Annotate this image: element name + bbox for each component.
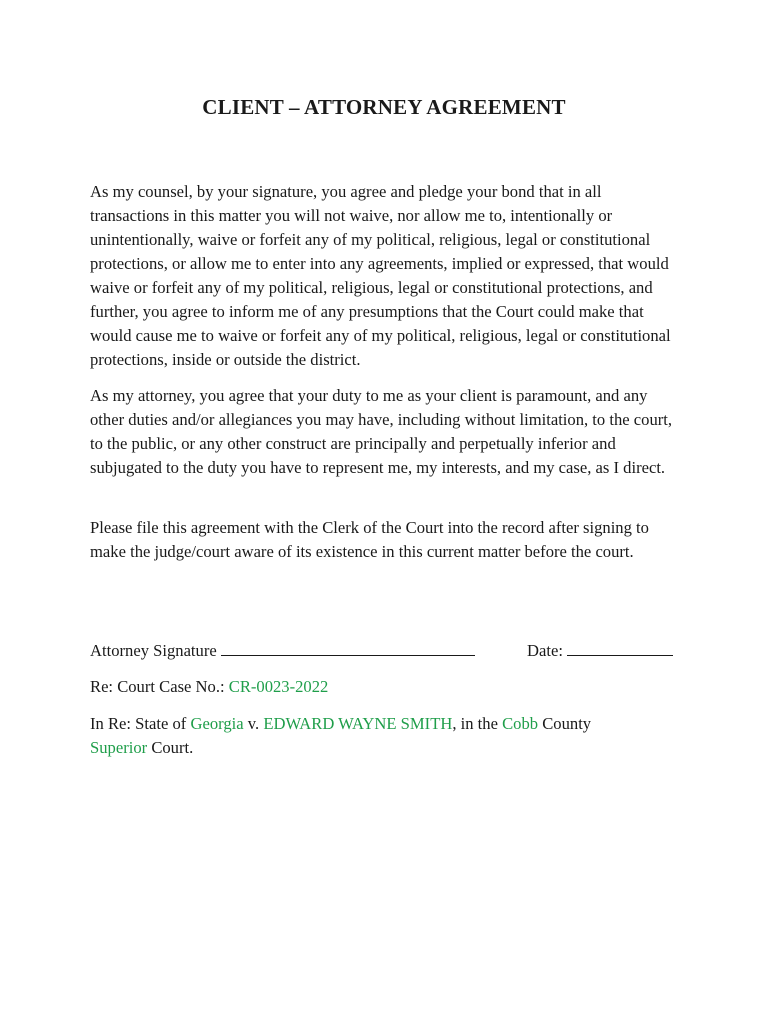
versus-text: v. [247,714,260,733]
court-type: Superior [90,738,148,757]
date-line[interactable] [567,639,673,656]
paragraph-filing-instruction: Please file this agreement with the Clerk of the Court into the record after signing to make the judge/court aware of its existence in this current matter before the court. [90,518,649,561]
in-re-row [90,712,682,760]
attorney-signature-label: Attorney Signature [90,641,217,660]
paragraph-attorney-duty: As my attorney, you agree that your duty to me as your client is paramount, and any other duties and/or allegiances you may have, including without limitation, to the court, to the public, or any other construct are principally and perpetually inferior and subjugated to the duty you have to represent me, my interests, and my case, as I direct. [90,386,673,477]
case-number-value: CR-0023-2022 [228,677,329,696]
case-number-row [90,675,328,699]
court-suffix: Court. [151,738,194,757]
county-word: County [542,714,592,733]
signature-row [90,639,680,663]
case-number-label: Re: Court Case No.: [90,677,225,696]
in-the-text: , in the [452,714,498,733]
attorney-signature-line[interactable] [221,639,475,656]
paragraph-counsel-pledge: As my counsel, by your signature, you agree and pledge your bond that in all transactions in this matter you will not waive, nor allow me to, intentionally or unintentionally, waive or forfeit any of my political, religious, legal or constitutional protections, or allow me to enter into any agreements, implied or expressed, that would waive or forfeit any of my political, religious, legal or constitutional protections, and further, you agree to inform me of any presumptions that the Court could make that would cause me to waive or forfeit any of my political, religious, legal or constitutional protections, inside or outside the district. [90,182,671,369]
date-block [527,639,673,663]
document-title: CLIENT – ATTORNEY AGREEMENT [202,95,566,119]
county-name: Cobb [502,714,539,733]
in-re-prefix: In Re: State of [90,714,187,733]
date-label: Date: [527,641,563,660]
state-name: Georgia [190,714,244,733]
defendant-name: EDWARD WAYNE SMITH [263,714,453,733]
